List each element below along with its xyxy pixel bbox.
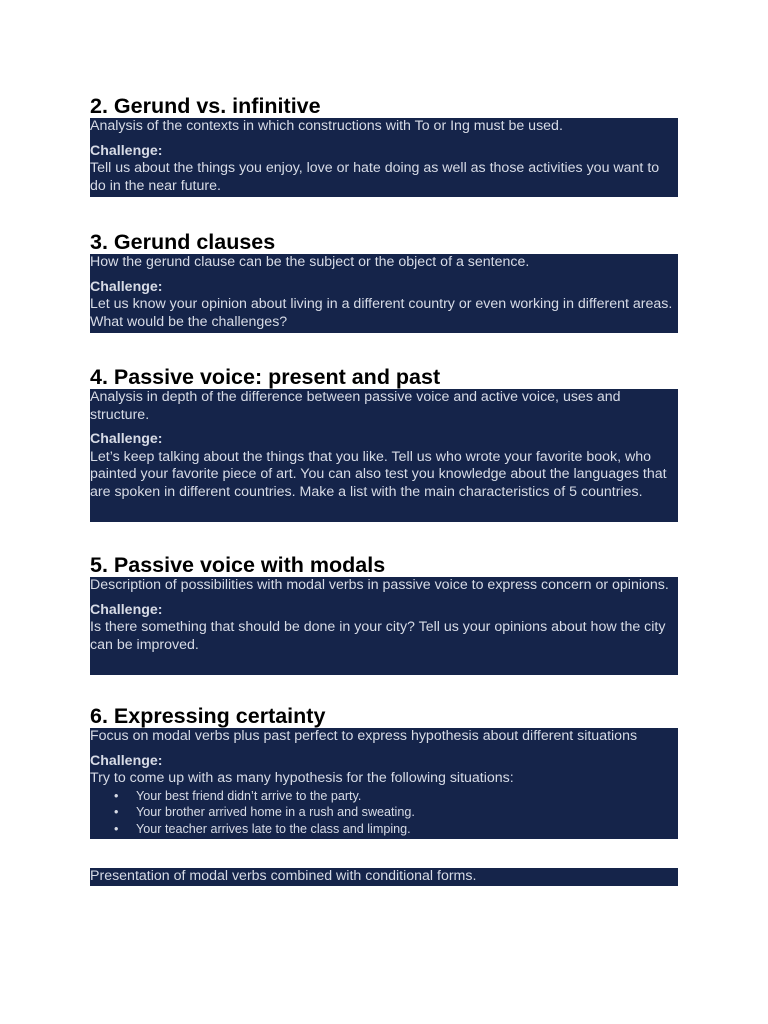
section-box (90, 254, 678, 333)
section-box (90, 728, 678, 839)
section-gerund-clauses (90, 230, 678, 333)
section-description: How the gerund clause can be the subject or the object of a sentence. (90, 254, 530, 270)
challenge-text: Try to come up with as many hypothesis for the following situations: (90, 770, 514, 786)
section-description: Analysis of the contexts in which constructions with To or Ing must be used. (90, 118, 563, 134)
challenge-text: Let’s keep talking about the things that you like. Tell us who wrote your favorite book, who painted your favorite piece of art. You can also test you knowledge about the languages that are spoken in different countries. Make a list with the main characteristics of 5 countries. (90, 448, 667, 500)
section-box (90, 389, 678, 522)
challenge-text: Tell us about the things you enjoy, love or hate doing as well as those activities you want to do in the near future. (90, 160, 660, 194)
section-passive-voice-modals (90, 553, 678, 675)
section-passive-voice-present-past (90, 365, 678, 522)
section-expressing-certainty (90, 704, 678, 839)
section-description: Presentation of modal verbs combined with conditional forms. (90, 868, 477, 884)
list-item: • Your best friend didn’t arrive to the party. (90, 788, 678, 805)
section-heading: 4. Passive voice: present and past (90, 365, 441, 389)
section-box (90, 577, 678, 675)
section-description: Analysis in depth of the difference between passive voice and active voice, uses and structure. (90, 389, 621, 423)
list-item: • Your brother arrived home in a rush and sweating. (90, 804, 678, 821)
section-heading: 5. Passive voice with modals (90, 553, 386, 577)
list-item: • Your teacher arrives late to the class and limping. (90, 821, 678, 838)
section-gerund-vs-infinitive (90, 94, 678, 197)
challenge-label: Challenge: (90, 142, 163, 159)
challenge-label: Challenge: (90, 752, 163, 769)
section-heading: 2. Gerund vs. infinitive (90, 94, 321, 118)
challenge-label: Challenge: (90, 601, 163, 618)
section-box (90, 118, 678, 197)
challenge-label: Challenge: (90, 431, 163, 447)
section-box (90, 868, 678, 886)
section-description: Description of possibilities with modal verbs in passive voice to express concern or opinions. (90, 577, 669, 593)
section-conditional-forms (90, 868, 678, 886)
challenge-text: Is there something that should be done in your city? Tell us your opinions about how the city can be improved. (90, 619, 666, 653)
section-heading: 3. Gerund clauses (90, 230, 276, 254)
situation-list (90, 788, 678, 838)
section-heading: 6. Expressing certainty (90, 704, 326, 728)
section-description: Focus on modal verbs plus past perfect to express hypothesis about different situations (90, 728, 638, 744)
challenge-text: Let us know your opinion about living in a different country or even working in different areas. What would be the challenges? (90, 296, 673, 330)
challenge-label: Challenge: (90, 278, 163, 295)
